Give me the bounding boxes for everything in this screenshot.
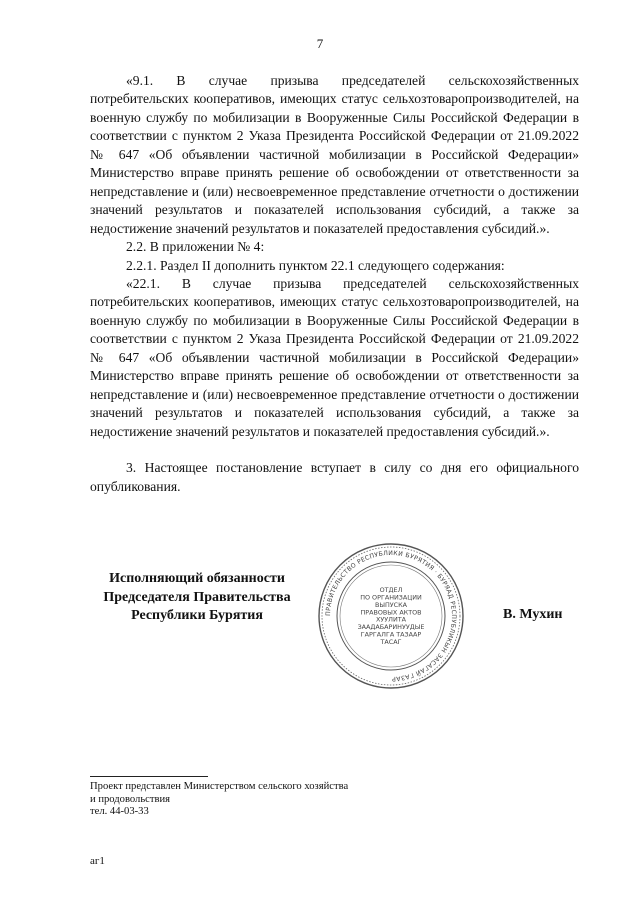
page-number: 7 [316,36,324,51]
official-seal [315,540,467,692]
footnote [90,781,348,819]
seal-inner-line: ХУУЛИТА [375,615,407,624]
seal-inner-line: ПО ОРГАНИЗАЦИИ [360,593,422,602]
paragraph-22-1: «22.1. В случае призыва председателей сельскохозяйственных потребительских кооперативов, имеющих статус сельхозтоваропроизводителей, на военную службу по мобилизации в Вооруженные Силы Российской Федерации в соответствии с пунктом 2 Указа Президента Российской Федерации от 21.09.2022 № 647 «Об объявлении частичной мобилизации в Российской Федерации» Министерство вправе принять решение об освобождении от ответственности за непредставление и (или) несвоевременное представление отчетности о достижении значений результатов и показателей использования субсидий, а также за недостижение значений результатов и показателей предоставления субсидий.». [90,275,579,439]
seal-inner-line: ПРАВОВЫХ АКТОВ [360,608,422,617]
document-body [90,72,579,496]
paragraph-2-2: 2.2. В приложении № 4: [126,239,265,255]
signatory-position-line: Республики Бурятия [131,608,263,623]
signatory-position-line: Председателя Правительства [103,589,291,605]
signatory-position [82,570,312,626]
paragraph-9-1: «9.1. В случае призыва председателей сельскохозяйственных потребительских кооперативов, имеющих статус сельхозтоваропроизводителей, на военную службу по мобилизации в Вооруженные Силы Российской Федерации в соответствии с пунктом 2 Указа Президента Российской Федерации от 21.09.2022 № 647 «Об объявлении частичной мобилизации в Российской Федерации» Министерство вправе принять решение об освобождении от ответственности за непредставление и (или) несвоевременное представление отчетности о достижении значений результатов и показателей использования субсидий, а также за недостижение значений результатов и показателей предоставления субсидий.». [90,73,579,236]
seal-inner-line: ГАРГАЛГА ТАЗААР [360,630,422,639]
signatory-position-line: Исполняющий обязанности [109,571,285,586]
seal-inner-line: ВЫПУСКА [374,600,408,609]
footnote-line: и продовольствия [90,793,171,805]
seal-inner-line: ОТДЕЛ [379,586,403,595]
seal-inner-line: ТАСАГ [380,637,402,646]
file-tag: аг1 [90,855,105,867]
signatory-name: В. Мухин [503,607,563,622]
seal-ring-text: ПРАВИТЕЛЬСТВО РЕСПУБЛИКИ БУРЯТИЯ · БУРЯАД РЕСПУБЛИКЫН ЗАСАГАЙ ГАЗАР [324,549,458,683]
seal-inner-line: ЗААДАБАРИНУУДЫЕ [357,623,425,632]
footnote-divider [90,776,208,777]
paragraph-3: 3. Настоящее постановление вступает в силу со дня его официального опубликования. [90,460,579,494]
paragraph-2-2-1: 2.2.1. Раздел II дополнить пунктом 22.1 следующего содержания: [126,257,505,273]
footnote-line: тел. 44-03-33 [90,806,149,817]
footnote-line: Проект представлен Министерством сельского хозяйства [90,781,349,792]
